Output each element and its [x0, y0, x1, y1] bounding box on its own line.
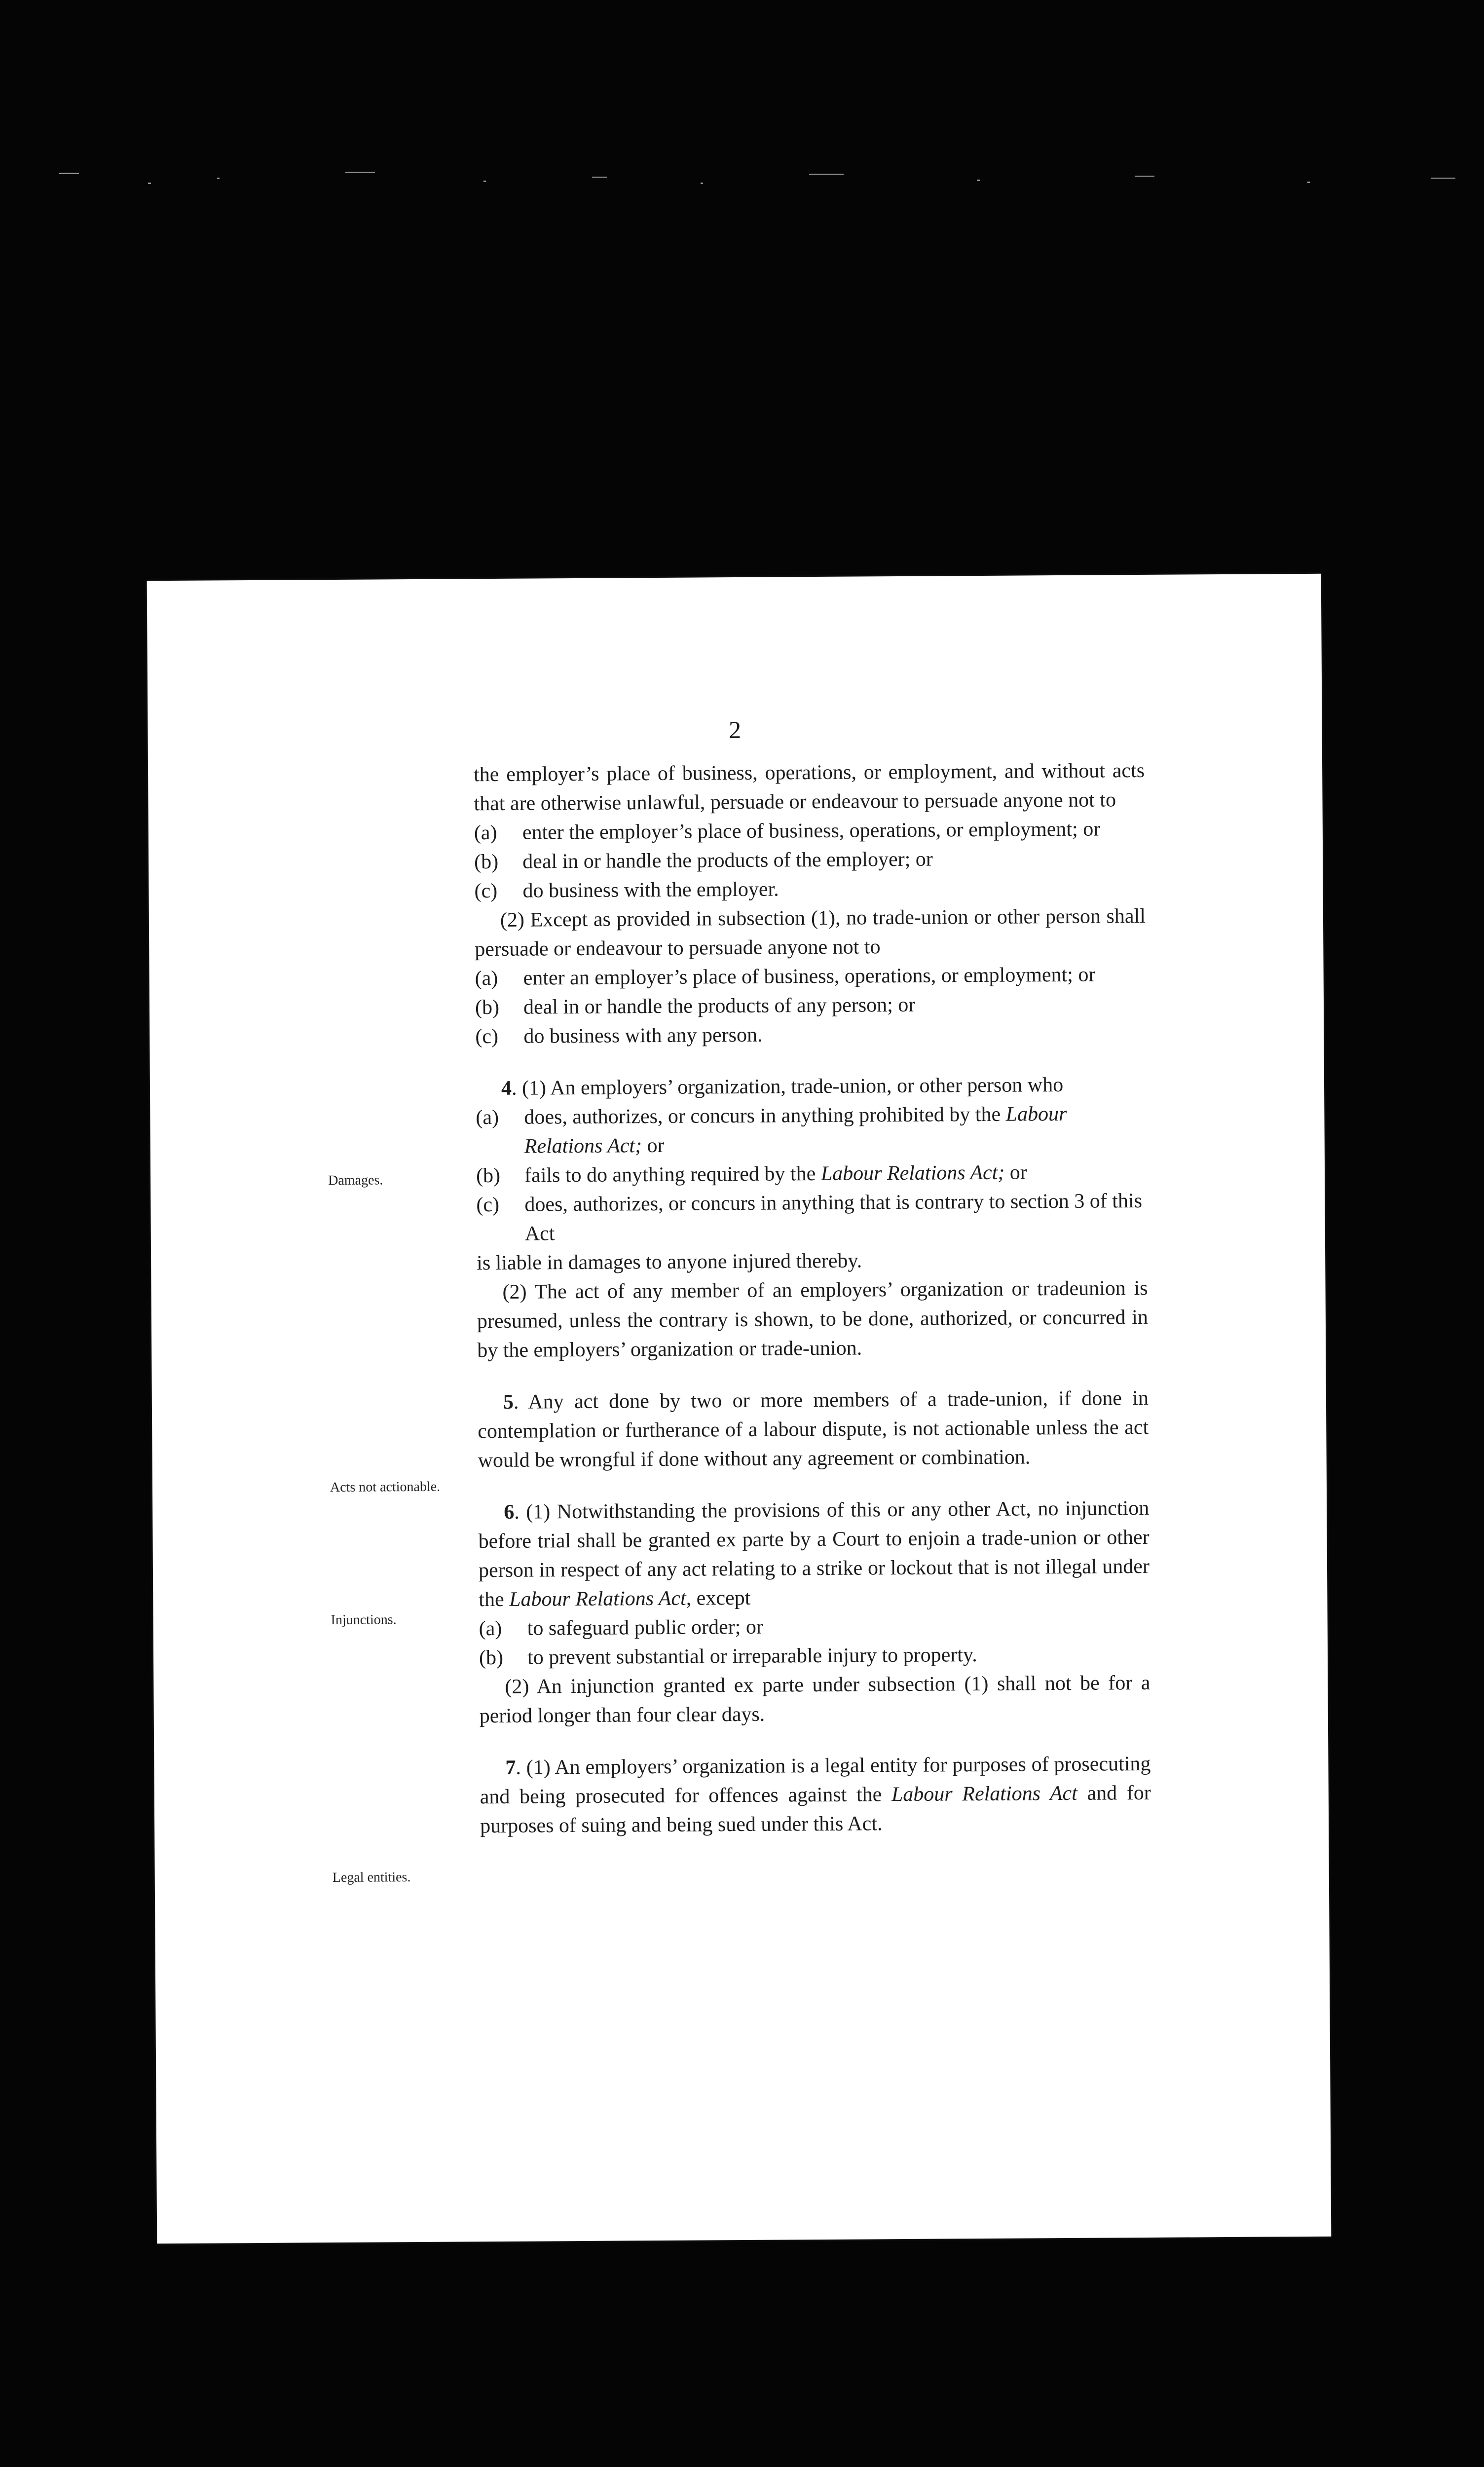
- clause-label: (a): [474, 821, 497, 845]
- section-5-number: 5: [503, 1390, 514, 1414]
- clause-label: (c): [476, 1193, 500, 1217]
- section-6-tail: except: [691, 1586, 751, 1610]
- section-4-number: 4: [501, 1077, 512, 1100]
- clause-2a: [475, 960, 1146, 993]
- section-7-number: 7: [505, 1756, 516, 1779]
- section-7-text: . (1) An employers’ organization is a legal entity for purposes of prosecuting and being prosecuted for offences against the: [480, 1752, 1151, 1809]
- clause-text: do business with the employer.: [522, 878, 779, 902]
- section-5-text: . Any act done by two or more members of a trade-union, if done in contemplation or furtherance of a labour dispute, is not actionable unless the act would be wrongful if done without any agreement or combination.: [478, 1386, 1149, 1472]
- clause-text: deal in or handle the products of any person; or: [523, 993, 916, 1019]
- section-6: [478, 1494, 1150, 1614]
- section-7: [480, 1750, 1151, 1841]
- clause-1c: [474, 873, 1145, 906]
- section-6-subsection-2: (2) An injunction granted ex parte under subsection (1) shall not be for a period longer than four clear days.: [479, 1671, 1150, 1728]
- clause-text: to prevent substantial or irreparable injury to property.: [527, 1644, 977, 1669]
- clause-tail: or: [641, 1134, 665, 1158]
- clause-1a: [474, 815, 1145, 848]
- clause-label: (b): [475, 996, 500, 1019]
- clause-6b: [479, 1640, 1150, 1673]
- clause-4a: [476, 1099, 1147, 1161]
- clause-label: (c): [474, 879, 498, 903]
- section-4-intro: [476, 1070, 1147, 1103]
- clause-text: enter the employer’s place of business, operations, or employment; or: [522, 818, 1101, 844]
- film-edge-specks: [0, 163, 1484, 192]
- clause-4b: [476, 1158, 1147, 1191]
- act-name: Labour Relations Act;: [524, 1102, 1067, 1158]
- section-4-liable: is liable in damages to anyone injured thereby.: [477, 1249, 862, 1275]
- act-name: Labour Relations Act,: [509, 1587, 692, 1611]
- clause-text: does, authorizes, or concurs in anything prohibited by the: [524, 1103, 1001, 1129]
- clause-text: do business with any person.: [523, 1023, 763, 1048]
- clause-label: (a): [476, 1106, 499, 1129]
- document-body: [474, 756, 1151, 1841]
- act-name: Labour Relations Act: [891, 1782, 1077, 1806]
- clause-text: fails to do anything required by the: [524, 1162, 821, 1187]
- margin-note-injunctions: Injunctions.: [331, 1612, 397, 1628]
- paragraph-continuation: the employer’s place of business, operations, or employment, and without acts that are otherwise unlawful, persuade or endeavour to persuade anyone not to: [474, 759, 1145, 816]
- margin-note-legal-entities: Legal entities.: [332, 1869, 411, 1886]
- clause-text: deal in or handle the products of the employer; or: [522, 848, 933, 873]
- clause-label: (b): [474, 850, 499, 874]
- page-number: 2: [728, 715, 742, 744]
- section-4-intro-text: . (1) An employers’ organization, trade-union, or other person who: [511, 1073, 1064, 1100]
- clause-label: (a): [479, 1617, 502, 1641]
- clause-label: (c): [475, 1025, 499, 1048]
- section-6-text: . (1) Notwithstanding the provisions of this or any other Act, no injunction before trial shall be granted ex parte by a Court to enjoin a trade-union or other person in respect of any act relating to a strike or lockout that is not illegal under the: [478, 1496, 1150, 1611]
- clause-tail: or: [1004, 1161, 1027, 1184]
- document-page: [147, 574, 1332, 2243]
- margin-note-damages: Damages.: [328, 1172, 383, 1189]
- section-7-tail: and for purposes of suing and being sued under this Act.: [480, 1781, 1151, 1838]
- clause-label: (a): [475, 967, 498, 990]
- section-4-subsection-2: (2) The act of any member of an employers’ organization or tradeunion is presumed, unless the contrary is shown, to be done, authorized, or concurred in by the employers’ organization or trade-union.: [477, 1276, 1149, 1362]
- clause-4c: [476, 1187, 1148, 1249]
- clause-label: (b): [476, 1164, 501, 1188]
- clause-1b: [474, 844, 1145, 877]
- section-5: [478, 1384, 1149, 1475]
- clause-2c: [475, 1018, 1146, 1051]
- clause-text: to safeguard public order; or: [527, 1615, 764, 1640]
- clause-text: does, authorizes, or concurs in anything that is contrary to section 3 of this Act: [524, 1190, 1143, 1245]
- clause-label: (b): [479, 1646, 504, 1670]
- subsection-2: (2) Except as provided in subsection (1), no trade-union or other person shall persuade or endeavour to persuade anyone not to: [475, 904, 1146, 961]
- clause-6a: [479, 1610, 1150, 1644]
- act-name: Labour Relations Act;: [820, 1161, 1005, 1185]
- section-6-number: 6: [504, 1500, 515, 1524]
- clause-2b: [475, 989, 1146, 1022]
- clause-text: enter an employer’s place of business, operations, or employment; or: [523, 963, 1096, 990]
- margin-note-acts-not-actionable: Acts not actionable.: [330, 1479, 441, 1495]
